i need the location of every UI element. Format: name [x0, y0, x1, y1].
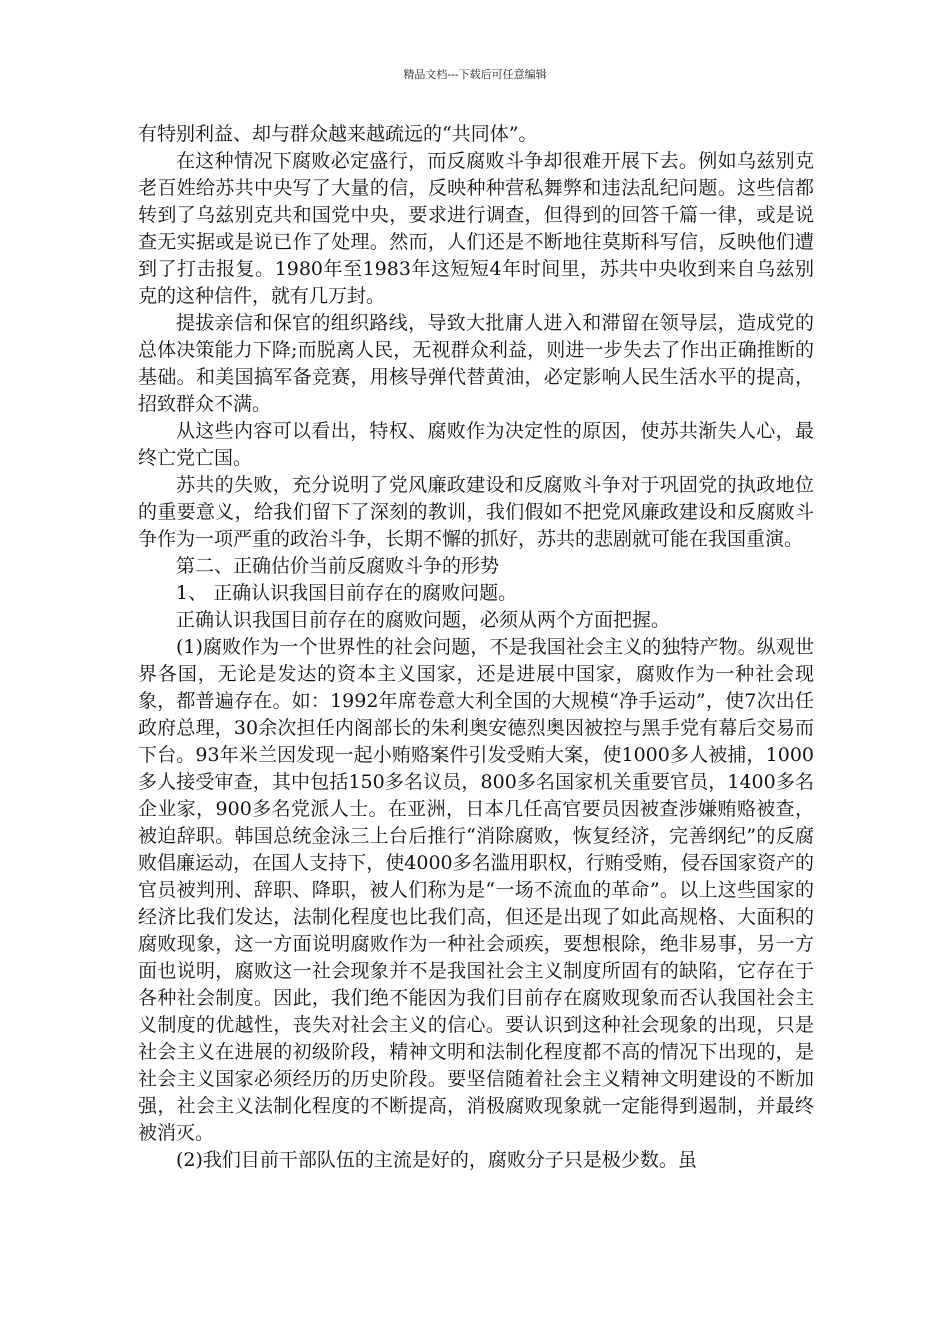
- page-header: 精品文档---下载后可任意编辑: [403, 68, 547, 81]
- subsection-heading: 1、 正确认识我国目前存在的腐败问题。: [176, 582, 518, 604]
- paragraph: 在这种情况下腐败必定盛行，而反腐败斗争却很难开展下去。例如乌兹别克老百姓给苏共中央写了大量的信，反映种种营私舞弊和违法乱纪问题。这些信都转到了乌兹别克共和国党中央，要求进行调查，但得到的回答千篇一律，或是说查无实据或是说已作了处理。然而，人们还是不断地往莫斯科写信，反映他们遭到了打击报复。1980年至1983年这短短4年时间里，苏共中央收到来自乌兹别克的这种信件，就有几万封。: [138, 150, 814, 307]
- paragraph: 苏共的失败，充分说明了党风廉政建设和反腐败斗争对于巩固党的执政地位的重要意义，给我们留下了深刻的教训，我们假如不把党风廉政建设和反腐败斗争作为一项严重的政治斗争，长期不懈的抓好，苏共的悲剧就可能在我国重演。: [138, 474, 814, 550]
- paragraph: 提拔亲信和保官的组织路线，导致大批庸人进入和滞留在领导层，造成党的总体决策能力下降;而脱离人民，无视群众利益，则进一步失去了作出正确推断的基础。和美国搞军备竞赛，用核导弹代替黄油，必定影响人民生活水平的提高，招致群众不满。: [138, 312, 814, 415]
- paragraph: 正确认识我国目前存在的腐败问题，必须从两个方面把握。: [176, 609, 671, 631]
- section-heading: 第二、正确估价当前反腐败斗争的形势: [176, 555, 500, 577]
- paragraph: 有特别利益、却与群众越来越疏远的“共同体”。: [138, 123, 538, 145]
- body-text: [138, 121, 814, 1174]
- paragraph: 从这些内容可以看出，特权、腐败作为决定性的原因，使苏共渐失人心，最终亡党亡国。: [138, 420, 814, 469]
- paragraph: (2)我们目前干部队伍的主流是好的，腐败分子只是极少数。虽: [176, 1149, 697, 1171]
- paragraph: (1)腐败作为一个世界性的社会问题，不是我国社会主义的独特产物。纵观世界各国，无论是发达的资本主义国家，还是进展中国家，腐败作为一种社会现象，都普遍存在。如：1992年席卷意大利全国的大规模“净手运动”，使7次出任政府总理，30余次担任内阁部长的朱利奥安德烈奥因被控与黑手党有幕后交易而下台。93年米兰因发现一起小贿赂案件引发受贿大案，使1000多人被捕，1000多人接受审查，其中包括150多名议员，800多名国家机关重要官员，1400多名企业家，900多名党派人士。在亚洲，日本几任高官要员因被查涉嫌贿赂被查，被迫辞职。韩国总统金泳三上台后推行“消除腐败，恢复经济，完善纲纪”的反腐败倡廉运动，在国人支持下，使4000多名滥用职权，行贿受贿，侵吞国家资产的官员被判刑、辞职、降职，被人们称为是“一场不流血的革命”。以上这些国家的经济比我们发达，法制化程度也比我们高，但还是出现了如此高规格、大面积的腐败现象，这一方面说明腐败作为一种社会顽疾，要想根除，绝非易事，另一方面也说明，腐败这一社会现象并不是我国社会主义制度所固有的缺陷，它存在于各种社会制度。因此，我们绝不能因为我们目前存在腐败现象而否认我国社会主义制度的优越性，丧失对社会主义的信心。要认识到这种社会现象的出现，只是社会主义在进展的初级阶段，精神文明和法制化程度都不高的情况下出现的，是社会主义国家必须经历的历史阶段。要坚信随着社会主义精神文明建设的不断加强，社会主义法制化程度的不断提高，消极腐败现象就一定能得到遏制，并最终被消灭。: [138, 636, 814, 1144]
